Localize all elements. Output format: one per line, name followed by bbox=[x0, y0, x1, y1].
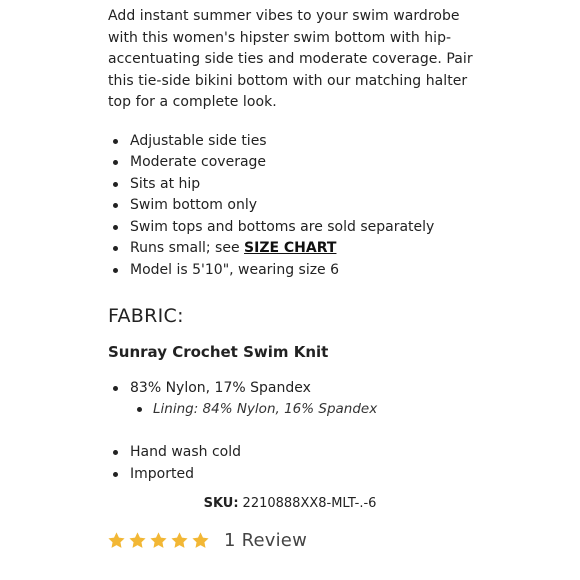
list-item bbox=[108, 238, 493, 260]
list-item bbox=[108, 260, 493, 282]
bullet-icon bbox=[113, 472, 118, 477]
sku-value: 2210888XX8-MLT-.-6 bbox=[242, 496, 377, 511]
list-item bbox=[108, 378, 493, 400]
sku-line bbox=[0, 496, 580, 511]
product-description: Add instant summer vibes to your swim wardrobe with this women's hipster swim bottom with hip-accentuating side ties and moderate coverage. Pair this tie-side bikini bottom with our matching halter top for a complete look. bbox=[108, 8, 473, 110]
bullet-icon bbox=[113, 139, 118, 144]
star-icon bbox=[170, 531, 189, 550]
list-item bbox=[108, 152, 493, 174]
lining-text: Lining: 84% Nylon, 16% Spandex bbox=[153, 401, 378, 418]
feature-list bbox=[108, 131, 493, 282]
fabric-name: Sunray Crochet Swim Knit bbox=[108, 342, 329, 361]
bullet-icon bbox=[113, 450, 118, 455]
feature-text: Runs small; see bbox=[130, 240, 240, 257]
review-count-link[interactable]: 1 Review bbox=[224, 530, 307, 551]
bullet-icon bbox=[113, 386, 118, 391]
star-icon bbox=[149, 531, 168, 550]
bullet-icon bbox=[113, 182, 118, 187]
lining-item bbox=[108, 399, 493, 420]
feature-text: Swim bottom only bbox=[130, 197, 258, 214]
bullet-icon bbox=[113, 246, 118, 251]
star-icon bbox=[107, 531, 126, 550]
list-item bbox=[108, 195, 493, 217]
size-chart-link[interactable]: SIZE CHART bbox=[244, 240, 337, 257]
list-item bbox=[108, 217, 493, 239]
star-icon bbox=[191, 531, 210, 550]
product-details bbox=[108, 6, 493, 485]
list-item bbox=[108, 174, 493, 196]
list-item bbox=[108, 442, 493, 464]
bullet-icon bbox=[113, 203, 118, 208]
bullet-icon bbox=[113, 160, 118, 165]
care-list bbox=[108, 442, 493, 485]
list-item bbox=[108, 464, 493, 486]
star-rating bbox=[107, 531, 212, 550]
list-item bbox=[108, 131, 493, 153]
bullet-icon bbox=[113, 268, 118, 273]
fabric-heading: FABRIC: bbox=[108, 304, 184, 327]
sku-label: SKU: bbox=[203, 496, 239, 511]
star-icon bbox=[128, 531, 147, 550]
bullet-icon bbox=[137, 407, 142, 412]
feature-text: Model is 5'10", wearing size 6 bbox=[130, 262, 340, 279]
feature-text: Swim tops and bottoms are sold separately bbox=[130, 218, 435, 235]
bullet-icon bbox=[113, 225, 118, 230]
feature-text: Moderate coverage bbox=[130, 154, 267, 171]
fabric-composition-list bbox=[108, 378, 493, 421]
care-text: Hand wash cold bbox=[130, 444, 242, 461]
feature-text: Sits at hip bbox=[130, 175, 201, 192]
composition-text: 83% Nylon, 17% Spandex bbox=[130, 379, 311, 396]
rating-summary[interactable] bbox=[107, 530, 307, 551]
feature-text: Adjustable side ties bbox=[130, 132, 267, 149]
care-text: Imported bbox=[130, 465, 194, 482]
